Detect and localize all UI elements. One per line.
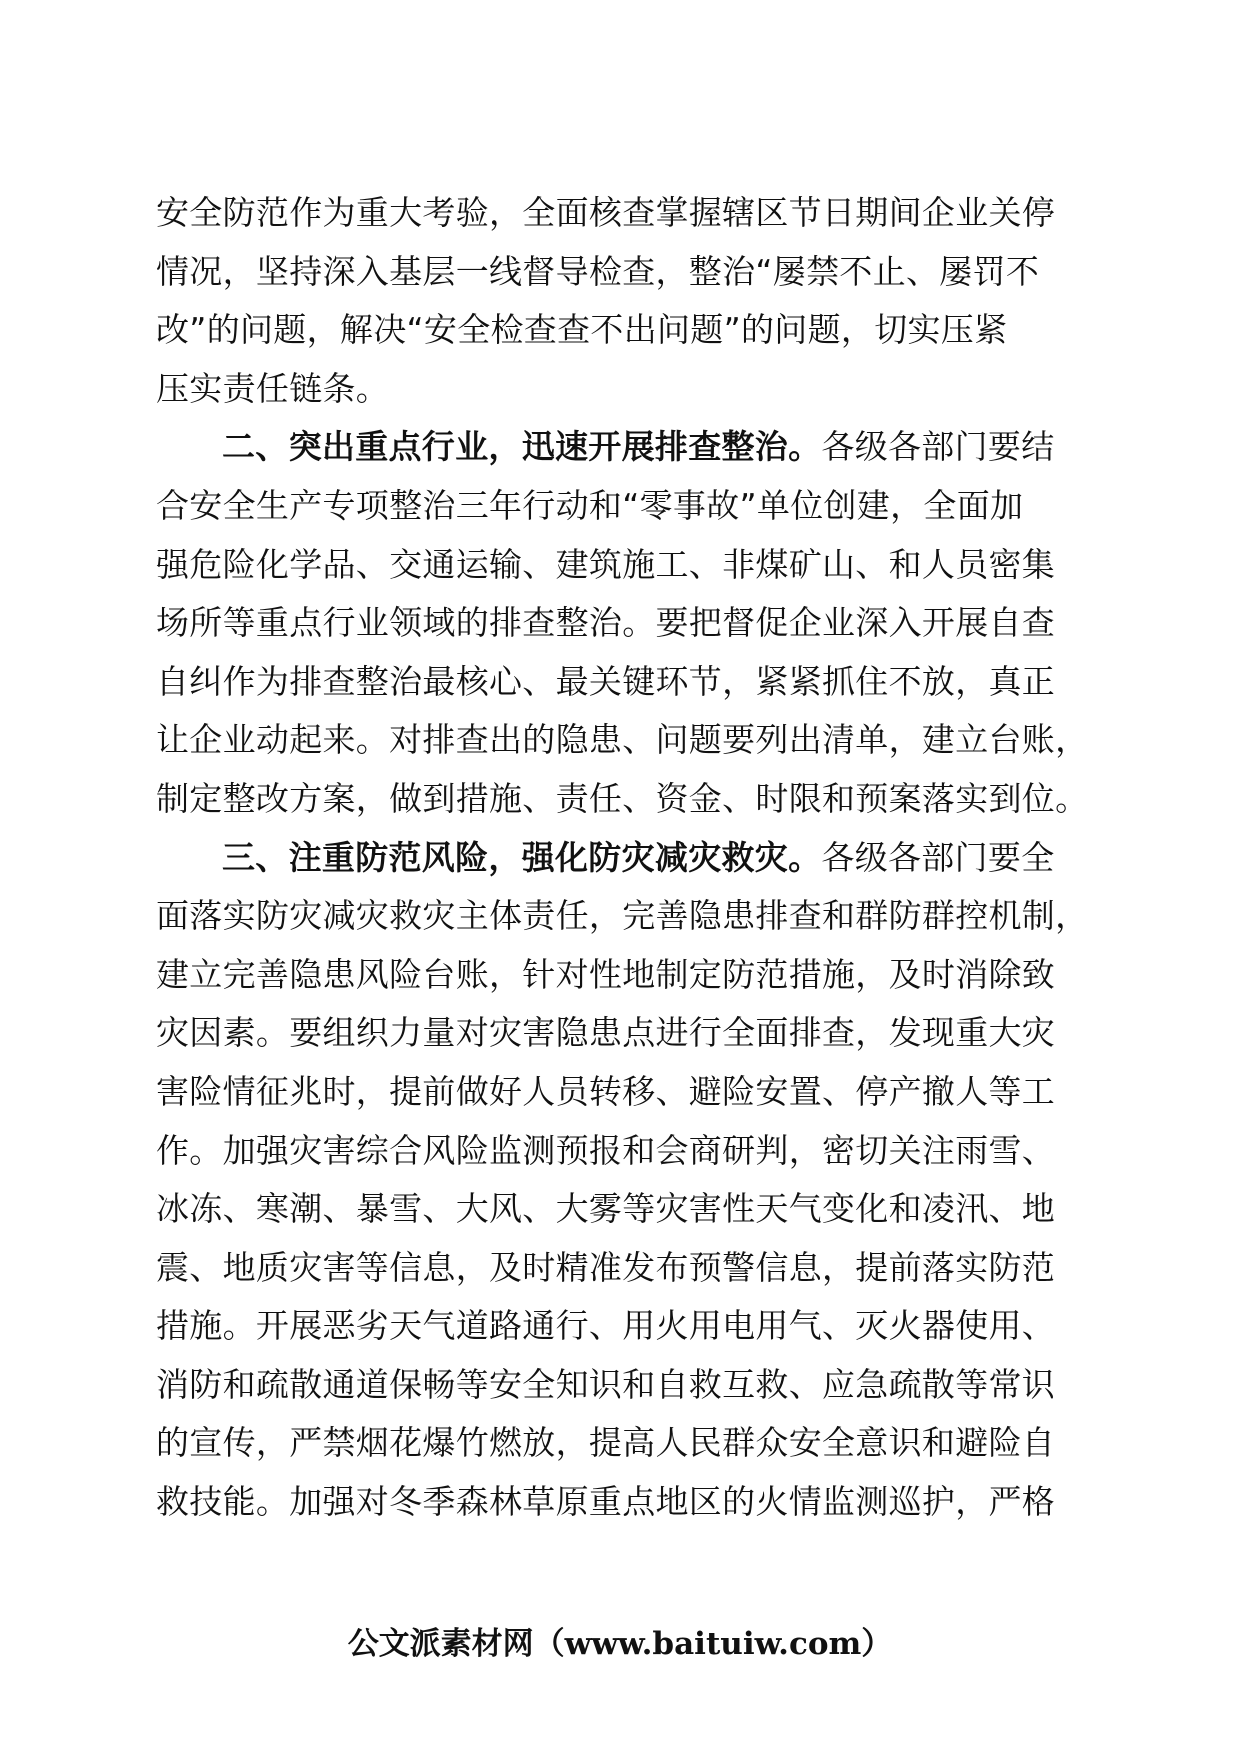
- text-line: 震、地质灾害等信息，及时精准发布预警信息，提前落实防范: [156, 1247, 1056, 1287]
- text-line: [156, 418, 1096, 477]
- paragraph-1: [156, 184, 1096, 418]
- text-line: 改”的问题，解决“安全检查查不出问题”的问题，切实压紧: [156, 310, 1008, 350]
- paragraph-2: [156, 418, 1096, 828]
- text-line: 强危险化学品、交通运输、建筑施工、非煤矿山、和人员密集: [156, 544, 1056, 584]
- text-line: 安全防范作为重大考验，全面核查掌握辖区节日期间企业关停: [156, 193, 1056, 232]
- text-line: 消防和疏散通道保畅等安全知识和自救互救、应急疏散等常识: [156, 1364, 1056, 1404]
- text-line: 救技能。加强对冬季森林草原重点地区的火情监测巡护，严格: [156, 1482, 1056, 1522]
- page-footer: 公文派素材网（www.baituiw.com）: [347, 1626, 893, 1662]
- text-line: 害险情征兆时，提前做好人员转移、避险安置、停产撤人等工: [156, 1071, 1056, 1111]
- text-line: 作。加强灾害综合风险监测预报和会商研判，密切关注雨雪、: [156, 1130, 1056, 1170]
- text-line: 压实责任链条。: [156, 368, 390, 408]
- text-line: 建立完善隐患风险台账，针对性地制定防范措施，及时消除致: [156, 954, 1056, 994]
- paragraph-3: [156, 829, 1096, 1532]
- text-line: 制定整改方案，做到措施、责任、资金、时限和预案落实到位。: [156, 778, 1089, 818]
- text-run: 各级各部门要结: [821, 427, 1055, 467]
- text-line: 的宣传，严禁烟花爆竹燃放，提高人民群众安全意识和避险自: [156, 1423, 1056, 1463]
- text-line: [156, 829, 1096, 888]
- text-line: 场所等重点行业领域的排查整治。要把督促企业深入开展自查: [156, 603, 1056, 643]
- text-run: 各级各部门要全: [821, 837, 1055, 877]
- text-line: 自纠作为排查整治最核心、最关键环节，紧紧抓住不放，真正: [156, 661, 1056, 701]
- text-line: 措施。开展恶劣天气道路通行、用火用电用气、灭火器使用、: [156, 1306, 1056, 1346]
- section-heading-2: 二、突出重点行业，迅速开展排查整治。: [222, 427, 822, 467]
- text-line: 面落实防灾减灾救灾主体责任，完善隐患排查和群防群控机制，: [156, 896, 1089, 936]
- text-line: 冰冻、寒潮、暴雪、大风、大雾等灾害性天气变化和凌汛、地: [156, 1189, 1056, 1229]
- text-line: 情况，坚持深入基层一线督导检查，整治“屡禁不止、屡罚不: [156, 251, 1040, 291]
- document-body: [156, 184, 1096, 1532]
- text-line: 合安全生产专项整治三年行动和“零事故”单位创建，全面加: [156, 485, 1024, 525]
- text-line: 灾因素。要组织力量对灾害隐患点进行全面排查，发现重大灾: [156, 1013, 1056, 1053]
- text-line: 让企业动起来。对排查出的隐患、问题要列出清单，建立台账，: [156, 720, 1089, 760]
- section-heading-3: 三、注重防范风险，强化防灾减灾救灾。: [222, 837, 822, 877]
